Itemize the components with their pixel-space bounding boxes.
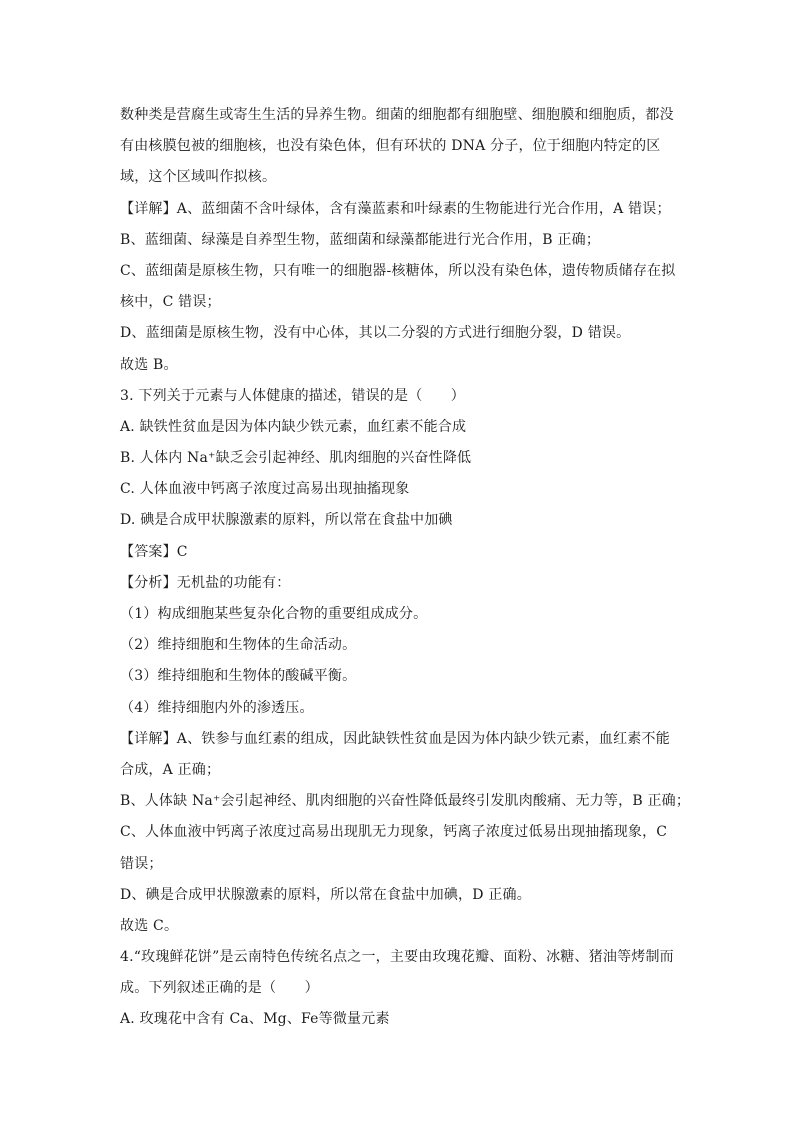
text-line: 数种类是营腐生或寄生生活的异养生物。细菌的细胞都有细胞壁、细胞膜和细胞质，都没	[120, 107, 674, 123]
text-line: 【详解】A、铁参与血红素的组成，因此缺铁性贫血是因为体内缺少铁元素，血红素不能	[120, 730, 670, 747]
text-line: 故选 B。	[120, 356, 178, 373]
question-stem: 成。下列叙述正确的是（ ）	[120, 980, 319, 997]
question-stem: 3. 下列关于元素与人体健康的描述，错误的是（ ）	[120, 387, 466, 404]
option-line: D. 碘是合成甲状腺激素的原料，所以常在食盐中加碘	[120, 512, 453, 529]
answer-line: 【答案】C	[120, 543, 188, 560]
question-stem: 4.“玫瑰鲜花饼”是云南特色传统名点之一，主要由玫瑰花瓣、面粉、冰糖、猪油等烤制而	[120, 949, 674, 966]
text-line: （1）构成细胞某些复杂化合物的重要组成成分。	[120, 606, 428, 622]
option-line: A. 缺铁性贫血是因为体内缺少铁元素，血红素不能合成	[120, 418, 467, 435]
text-line: 【详解】A、蓝细菌不含叶绿体，含有藻蓝素和叶绿素的生物能进行光合作用，A 错误；	[120, 200, 671, 217]
text-line: 合成，A 正确；	[120, 761, 221, 778]
text-line: （2）维持细胞和生物体的生命活动。	[120, 637, 357, 654]
text-line: D、蓝细菌是原核生物，没有中心体，其以二分裂的方式进行细胞分裂，D 错误。	[120, 325, 631, 342]
analysis-line: 【分析】无机盐的功能有：	[120, 574, 291, 591]
text-line: C、蓝细菌是原核生物，只有唯一的细胞器-核糖体，所以没有染色体，遗传物质储存在拟	[120, 262, 676, 279]
text-line: C、人体血液中钙离子浓度过高易出现肌无力现象，钙离子浓度过低易出现抽搐现象，C	[120, 824, 668, 841]
text-line: 错误；	[120, 855, 163, 872]
text-line: B、蓝细菌、绿藻是自养型生物，蓝细菌和绿藻都能进行光合作用，B 正确；	[120, 231, 601, 248]
option-line: A. 玫瑰花中含有 Ca、Mg、Fe等微量元素	[120, 1011, 390, 1028]
text-line: 有由核膜包被的细胞核，也没有染色体，但有环状的 DNA 分子，位于细胞内特定的区	[120, 138, 661, 155]
text-line: 故选 C。	[120, 917, 179, 934]
document-page	[120, 100, 691, 1036]
text-line: （4）维持细胞内外的渗透压。	[120, 699, 314, 716]
text-line: 域，这个区域叫作拟核。	[120, 169, 277, 186]
text-line: 核中，C 错误；	[120, 294, 221, 311]
option-line: B. 人体内 Na⁺缺乏会引起神经、肌肉细胞的兴奋性降低	[120, 450, 472, 467]
text-line: D、碘是合成甲状腺激素的原料，所以常在食盐中加碘，D 正确。	[120, 886, 531, 903]
option-line: C. 人体血液中钙离子浓度过高易出现抽搐现象	[120, 481, 410, 498]
text-line: B、人体缺 Na⁺会引起神经、肌肉细胞的兴奋性降低最终引发肌肉酸痛、无力等，B 正确；	[120, 793, 691, 810]
text-line: （3）维持细胞和生物体的酸碱平衡。	[120, 668, 357, 685]
